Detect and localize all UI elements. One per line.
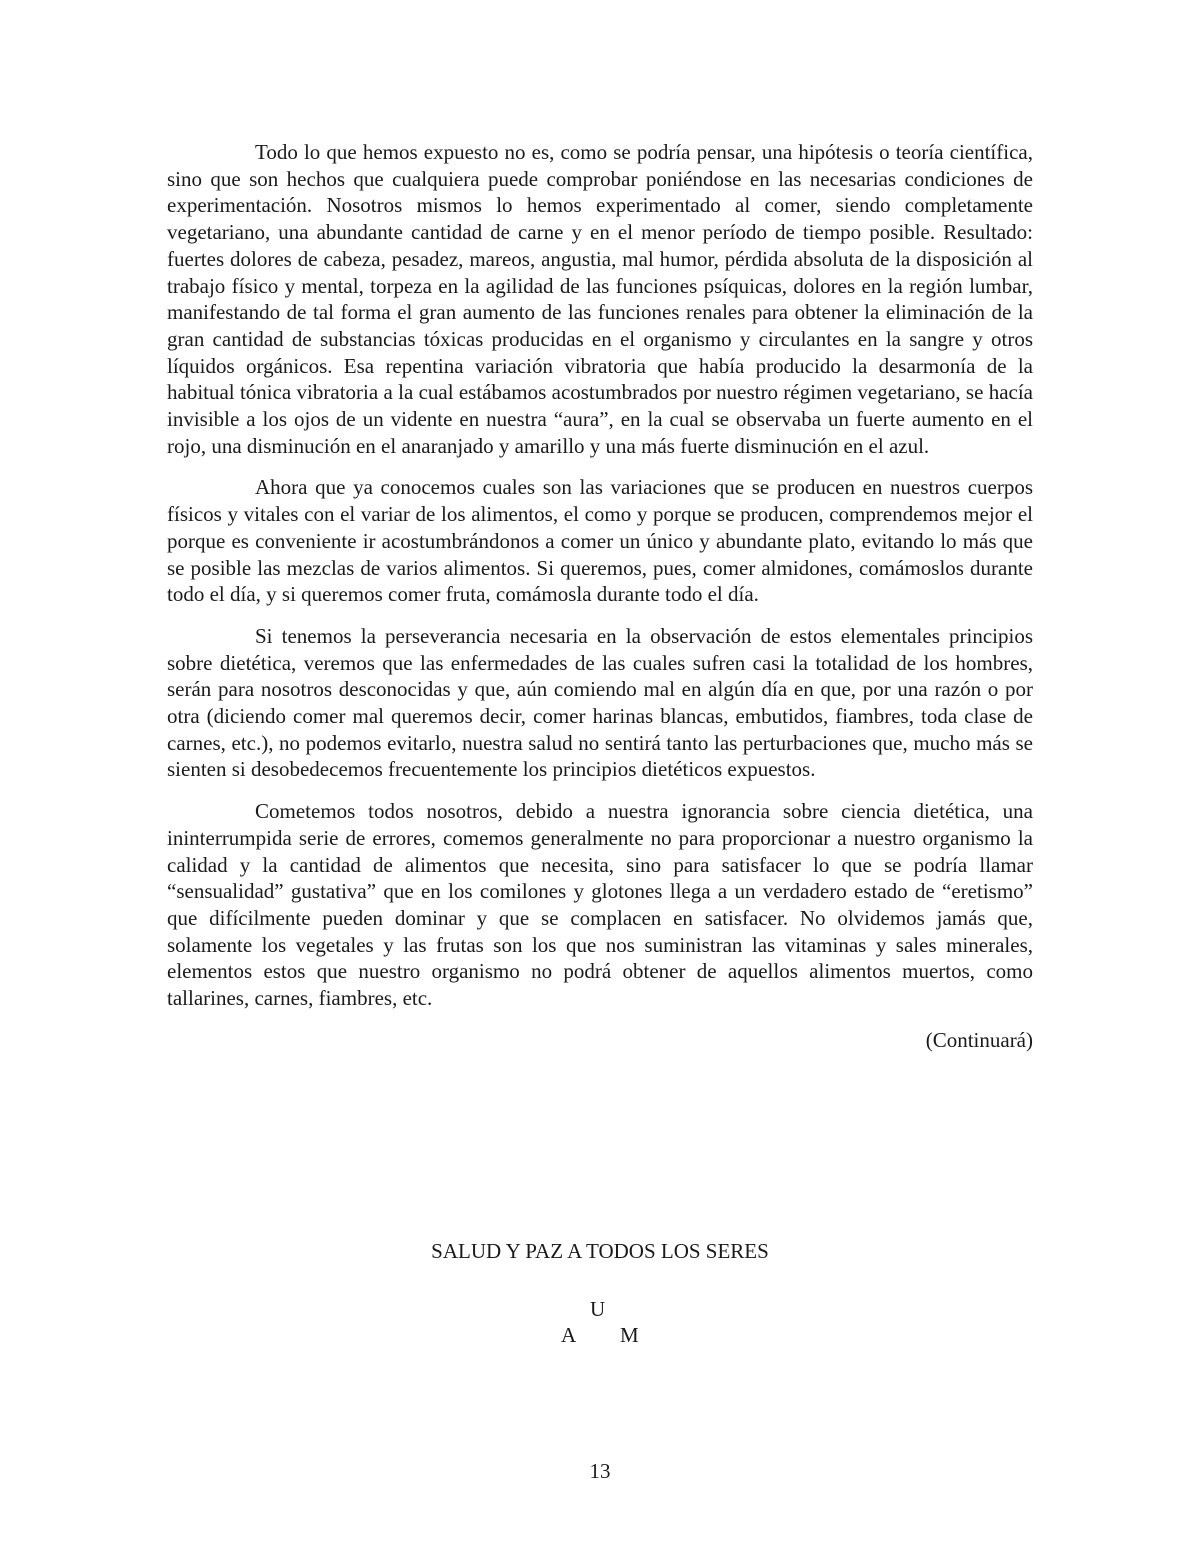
paragraph-2: Ahora que ya conocemos cuales son las variaciones que se producen en nuestros cuerpos físicos y vitales con el variar de los alimentos, el como y porque se producen, comprendemos mejor el porque es conveniente ir acostumbrándonos a comer un único y abundante plato, evitando lo más que se posible las mezclas de varios alimentos. Si queremos, pues, comer almidones, comámoslos durante todo el día, y si queremos comer fruta, comámosla durante todo el día. [167, 475, 1033, 607]
page-number: 13 [589, 1459, 611, 1483]
symbol-letter-u: U [590, 1297, 606, 1321]
symbol-letter-m: M [620, 1323, 639, 1347]
paragraph-3: Si tenemos la perseverancia necesaria en la observación de estos elementales principios sobre dietética, veremos que las enfermedades de las cuales sufren casi la totalidad de los hombres, serán para nosotros desconocidas y que, aún comiendo mal en algún día en que, por una razón o por otra (diciendo comer mal queremos decir, comer harinas blancas, embutidos, fiambres, toda clase de carnes, etc.), no podemos evitarlo, nuestra salud no sentirá tanto las perturbaciones que, mucho más se sienten si desobedecemos frecuentemente los principios dietéticos expuestos. [167, 623, 1033, 782]
closing-blessing: SALUD Y PAZ A TODOS LOS SERES [431, 1239, 769, 1263]
body-text [167, 139, 1033, 1054]
symbol-letter-a: A [561, 1323, 577, 1347]
paragraph-4: Cometemos todos nosotros, debido a nuestra ignorancia sobre ciencia dietética, una ininterrumpida serie de errores, comemos generalmente no para proporcionar a nuestro organismo la calidad y la cantidad de alimentos que necesita, sino para satisfacer lo que se podría llamar “sensualidad” gustativa” que en los comilones y glotones llega a un verdadero estado de “eretismo” que difícilmente pueden dominar y que se complacen en satisfacer. No olvidemos jamás que, solamente los vegetales y las frutas son los que nos suministran las vitaminas y sales minerales, elementos estos que nuestro organismo no podrá obtener de aquellos alimentos muertos, como tallarines, carnes, fiambres, etc. [167, 799, 1033, 1011]
continued-note: (Continuará) [925, 1027, 1033, 1052]
paragraph-1: Todo lo que hemos expuesto no es, como se podría pensar, una hipótesis o teoría científica, sino que son hechos que cualquiera puede comprobar poniéndose en las necesarias condiciones de experimentación. Nosotros mismos lo hemos experimentado al comer, siendo completamente vegetariano, una abundante cantidad de carne y en el menor período de tiempo posible. Resultado: fuertes dolores de cabeza, pesadez, mareos, angustia, mal humor, pérdida absoluta de la disposición al trabajo físico y mental, torpeza en la agilidad de las funciones psíquicas, dolores en la región lumbar, manifestando de tal forma el gran aumento de las funciones renales para obtener la eliminación de la gran cantidad de substancias tóxicas producidas en el organismo y circulantes en la sangre y otros líquidos orgánicos. Esa repentina variación vibratoria que había producido la desarmonía de la habitual tónica vibratoria a la cual estábamos acostumbrados por nuestro régimen vegetariano, se hacía invisible a los ojos de un vidente en nuestra “aura”, en la cual se observaba un fuerte aumento en el rojo, una disminución en el anaranjado y amarillo y una más fuerte disminución en el azul. [167, 140, 1033, 458]
